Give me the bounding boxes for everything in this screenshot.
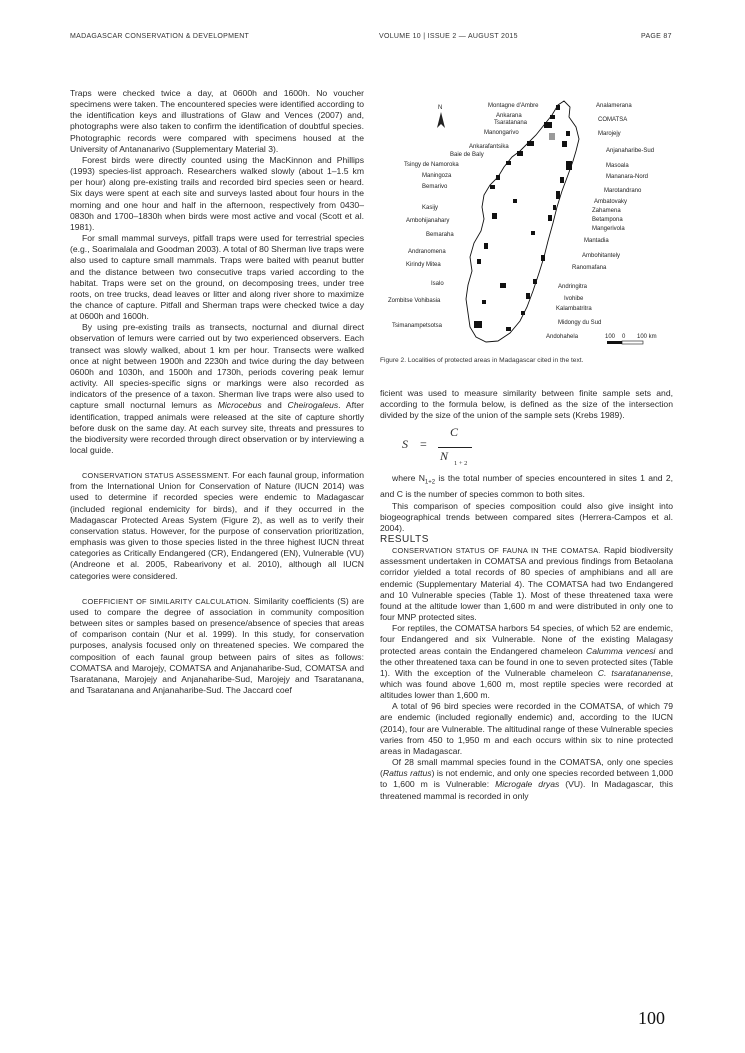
svg-text:Anjanaharibe-Sud: Anjanaharibe-Sud (606, 148, 655, 154)
fraction-bar (438, 447, 472, 448)
pa-patch (526, 293, 530, 299)
journal-title: MADAGASCAR CONSERVATION & DEVELOPMENT (70, 33, 250, 40)
pa-patch (521, 311, 525, 315)
section-heading: COEFFICIENT OF SIMILARITY CALCULATION. (82, 596, 251, 606)
paragraph: For reptiles, the COMATSA harbors 54 species, of which 52 are endemic, four Endangered and six Vulnerable. None of the existing Malagasy protected areas contain the Endangered chameleon Calumma vencesi and the other threatened taxa can be found in one to seven protected sites (Table 1). With the exception of the Vulnerable chameleon C. tsaratananense, which was found above 1,600 m, most reptile species were recorded at altitudes lower than 1,600 m. (380, 623, 674, 701)
svg-text:Kirindy Mitea: Kirindy Mitea (406, 262, 441, 268)
issue-info: VOLUME 10 | ISSUE 2 — AUGUST 2015 (379, 33, 518, 40)
svg-text:Maningoza: Maningoza (422, 173, 452, 179)
pa-patch (566, 161, 572, 170)
pa-patch (496, 175, 500, 180)
svg-text:Andringitra: Andringitra (558, 284, 588, 290)
pa-patch (556, 191, 560, 199)
svg-text:Ambohitantely: Ambohitantely (582, 253, 621, 259)
pa-patch (517, 151, 523, 156)
svg-text:Zombitse Vohibasia: Zombitse Vohibasia (388, 298, 441, 304)
results-heading: RESULTS (380, 533, 429, 545)
jaccard-formula (380, 425, 673, 469)
formula-subscript: 1 + 2 (454, 460, 468, 468)
svg-text:Baie de Baly: Baie de Baly (450, 152, 484, 158)
section-heading: CONSERVATION STATUS ASSESSMENT. (82, 471, 230, 481)
pa-patch (553, 205, 556, 210)
svg-text:Mantadia: Mantadia (584, 238, 609, 244)
pa-patch (562, 141, 567, 147)
paragraph: This comparison of species composition could also give insight into biogeographical trends between compared sites (Herrera-Campos et al. 2004). (380, 500, 673, 533)
formula-eq: = (420, 437, 427, 452)
svg-text:Masoala: Masoala (606, 163, 629, 169)
pa-patch (548, 215, 552, 221)
pa-patch (513, 199, 517, 203)
svg-text:Ivohibe: Ivohibe (564, 296, 584, 302)
pa-patch (531, 231, 535, 235)
paragraph: Of 28 small mammal species found in the COMATSA, only one species (Rattus rattus) is not endemic, and only one species recorded between 1,000 to 1,600 m is Vulnerable: Microgale dryas (VU). In Madagascar, this threatened mammal is recorded in only (380, 757, 673, 801)
svg-text:Mananara-Nord: Mananara-Nord (606, 174, 649, 180)
svg-text:Kalambatritra: Kalambatritra (556, 306, 592, 312)
pa-patch (544, 122, 552, 128)
paragraph: where $N_{1+2}$ is the total number of species encountered in sites 1 and 2, and C is the number of species common to both sites. (380, 473, 674, 500)
pa-patch (490, 185, 495, 189)
formula-denominator: N (440, 449, 449, 464)
left-column (70, 88, 364, 696)
svg-text:Marotandrano: Marotandrano (604, 188, 642, 194)
scale-bar (605, 334, 657, 344)
pa-patch (560, 177, 564, 183)
pa-patch (492, 213, 497, 219)
pa-patch (482, 300, 486, 304)
figure-caption: Figure 2. Localities of protected areas in Madagascar cited in the text. (380, 357, 584, 364)
pa-patch (506, 327, 511, 331)
paragraph: A total of 96 bird species were recorded in the COMATSA, of which 79 are endemic (included regionally endemic) and, according to the IUCN (2014), four are Vulnerable. The altitudinal range of these Vulnerable species varies from 450 to 1,950 m and each occurs within six to nine protected areas in Madagascar. (380, 701, 673, 756)
paragraph: ficient was used to measure similarity between finite sample sets and, according to the formula below, is defined as the size of the intersection divided by the size of the union of the sample sets (Krebs 1989). (380, 388, 673, 421)
svg-text:Isalo: Isalo (431, 281, 444, 287)
pa-patch (566, 131, 570, 136)
page-label: PAGE 87 (641, 33, 672, 40)
svg-text:0: 0 (622, 334, 626, 340)
pa-patch (541, 255, 545, 261)
right-column (380, 388, 673, 802)
svg-text:Tsaratanana: Tsaratanana (494, 120, 528, 126)
svg-text:Andranomena: Andranomena (408, 249, 446, 255)
svg-text:Analamerana: Analamerana (596, 103, 632, 109)
north-label: N (438, 105, 443, 111)
svg-text:Ambatovaky: Ambatovaky (594, 199, 628, 205)
svg-text:Marojejy: Marojejy (598, 131, 621, 137)
svg-text:Tsimanampetsotsa: Tsimanampetsotsa (392, 323, 443, 329)
svg-text:Manongarivo: Manongarivo (484, 130, 519, 136)
svg-text:100 km: 100 km (637, 334, 657, 340)
madagascar-map-figure (386, 95, 686, 353)
pa-patch (533, 279, 537, 284)
section-heading: CONSERVATION STATUS OF FAUNA IN THE COMATSA. (392, 546, 601, 556)
pa-patch (556, 105, 560, 110)
paragraph: CONSERVATION STATUS OF FAUNA IN THE COMATSA. Rapid biodiversity assessment undertaken in COMATSA and previous findings from Betaolana corridor yielded a total records of 80 species of amphibians and all are endemic (Supplementary Material 4). The COMATSA had two Endangered and 10 Vulnerable species (Table 1). Most of these threatened taxa were found at the altitude lower than 1,600 m and were distributed in only one to four MNP protected sites. (380, 545, 673, 623)
svg-text:Andohahela: Andohahela (546, 334, 579, 340)
pa-patch (550, 115, 555, 119)
svg-text:COMATSA: COMATSA (598, 117, 628, 123)
svg-text:Ankarafantsika: Ankarafantsika (469, 144, 509, 150)
formula-numerator: C (450, 425, 459, 440)
section-similarity: COEFFICIENT OF SIMILARITY CALCULATION. Similarity coefficients (S) are used to compare the degree of association in community composition between sites or samples based on presence/absence of species that areas of comparison contain (Nur et al. 1999). In this study, for conservation purposes, analysis focused only on threatened species. We compared the composition of each faunal group between pairs of sites as follows: COMATSA and Marojejy, COMATSA and Anjanaharibe-Sud, COMATSA and Tsaratanana, Marojejy and Anjanaharibe-Sud, Marojejy and Tsaratanana, and Tsaratanana and Anjanaharibe-Sud. The Jaccard coef (70, 595, 364, 695)
svg-text:Kasijy: Kasijy (422, 205, 439, 211)
svg-text:Mangerivola: Mangerivola (592, 226, 625, 232)
paragraph: For small mammal surveys, pitfall traps were used for terrestrial species (e.g., Soarimalala and Goodman 2003). A total of 80 Sherman live traps were also used to capture small mammals. Traps were baited with peanut butter and the distance between two consecutive traps varied according to the habitat. Traps were set on the ground, on decomposing trees, under tree roots, on tree trucks, dead leaves or litter and along river shore to maximize the chance of capture. Pitfall and Sherman traps were checked twice a day at 0600h and 1600h. (70, 233, 364, 322)
pa-patch (500, 283, 506, 288)
svg-text:Bemaraha: Bemaraha (426, 232, 454, 238)
north-arrow-icon (437, 112, 445, 128)
paragraph: By using pre-existing trails as transects, nocturnal and diurnal direct observation of lemurs were carried out by two experienced observers. Each transect was slowly walked, about 1 km per hour. Transects were walked once at night between 1900h and 2230h and twice during the day between 0600h and 1030h, and 1500h and 1730h, periods covering peak lemur activity. All species-specific signs or markings were also recorded as indicators of the presence of a taxon. Sherman live traps were also used to capture small nocturnal lemurs as Microcebus and Cheirogaleus. After identification, trapped animals were released at the site of capture shortly before dusk on the same day. At each survey site, threats and pressures to the biodiversity were recorded through direct observation or by interviewing a local guide. (70, 322, 364, 455)
svg-text:Ambohijanahary: Ambohijanahary (406, 218, 450, 224)
comatsa-area (549, 133, 555, 140)
section-conservation-status: CONSERVATION STATUS ASSESSMENT. For each faunal group, information from the International Union for Conservation of Nature (IUCN 2014) was used to determine if recorded species were endemic to Madagascar (included regional endemicity for birds), and if they occurred in the Madagascar Protected Areas System (Figure 2), as well as to verify their conservation status. However, for the purpose of conservation prioritization, emphasis was given to those species listed in the three highest IUCN threat categories as Critically Endangered (CR), Endangered (EN), Vulnerable (VU) (Andreone et al. 2005, Rabearivony et al. 2010), although all IUCN categories were considered. (70, 470, 364, 581)
pa-patch (506, 161, 511, 165)
svg-text:Ranomafana: Ranomafana (572, 265, 607, 271)
svg-text:Ankarana: Ankarana (496, 113, 522, 119)
svg-text:100: 100 (605, 334, 616, 340)
paragraph: Traps were checked twice a day, at 0600h and 1600h. No voucher specimens were taken. The encountered species were identified according to the identification keys and illustrations of Glaw and Vences (2007) and, photographs were also taken to confirm the identification of doubtful species. Photographic records were compared with specimens housed at the University of Antananarivo (Supplementary Material 3). (70, 88, 364, 154)
pa-patch (484, 243, 488, 249)
svg-text:Montagne d'Ambre: Montagne d'Ambre (488, 103, 539, 109)
svg-text:Zahamena: Zahamena (592, 208, 621, 214)
svg-text:Midongy du Sud: Midongy du Sud (558, 320, 602, 326)
paragraph: Forest birds were directly counted using the MacKinnon and Phillips (1993) species-list approach. Researchers walked slowly (about 1–1.5 km per hour) along pre-existing trails and recorded bird species seen or heard. Six days were spent at each site and surveys lasted about four hours in the morning and one hour and half in the afternoon, respectively from 0430–0830h and 1700–1830h when birds were most active and vocal (Scott et al. 1981). (70, 154, 364, 232)
pa-patch (527, 141, 534, 146)
pa-patch (474, 321, 482, 328)
page-number: 100 (638, 1008, 665, 1028)
svg-text:Betampona: Betampona (592, 217, 623, 223)
svg-text:Bemarivo: Bemarivo (422, 184, 448, 190)
svg-text:Tsingy de Namoroka: Tsingy de Namoroka (404, 162, 459, 168)
pa-patch (477, 259, 481, 264)
formula-lhs: S (402, 437, 408, 452)
